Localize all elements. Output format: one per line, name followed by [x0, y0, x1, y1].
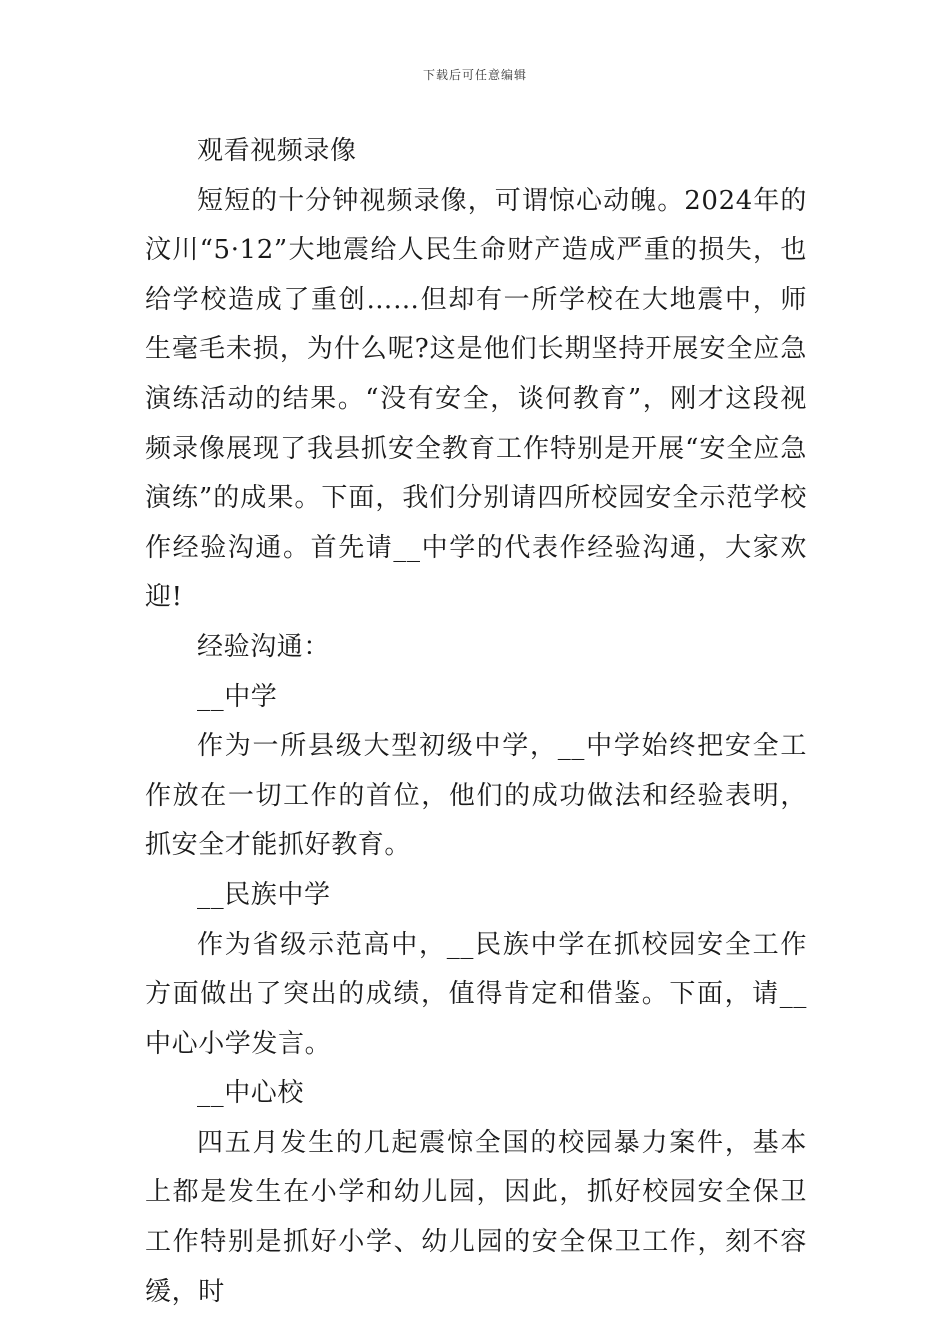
school-heading-middle-school: __中学	[197, 681, 278, 712]
paragraph-middle-school: 作为一所县级大型初级中学，__中学始终把安全工作放在一切工作的首位，他们的成功做法和经验表明，抓安全才能抓好教育。	[145, 731, 807, 861]
paragraph-central-school: 四五月发生的几起震惊全国的校园暴力案件，基本上都是发生在小学和幼儿园，因此，抓好校园安全保卫工作特别是抓好小学、幼儿园的安全保卫工作，刻不容缓，时	[145, 1127, 807, 1307]
document-body	[145, 127, 807, 1317]
school-heading-central-school: __中心校	[197, 1078, 305, 1109]
section-heading-video: 观看视频录像	[197, 136, 357, 166]
page-header-note: 下载后可任意编辑	[422, 68, 527, 82]
section-heading-experience: 经验沟通：	[197, 631, 331, 662]
paragraph-video-intro: 短短的十分钟视频录像，可谓惊心动魄。2024年的汶川“5·12”大地震给人民生命财产造成严重的损失，也给学校造成了重创……但却有一所学校在大地震中，师生毫毛未损，为什么呢?这是他们长期坚持开展安全应急演练活动的结果。“没有安全，谈何教育”，刚才这段视频录像展现了我县抓安全教育工作特别是开展“安全应急演练”的成果。下面，我们分别请四所校园安全示范学校作经验沟通。首先请__中学的代表作经验沟通，大家欢迎!	[145, 185, 807, 613]
school-heading-ethnic-middle-school: __民族中学	[197, 879, 331, 910]
paragraph-ethnic-middle-school: 作为省级示范高中，__民族中学在抓校园安全工作方面做出了突出的成绩，值得肯定和借鉴。下面，请__中心小学发言。	[145, 929, 807, 1059]
